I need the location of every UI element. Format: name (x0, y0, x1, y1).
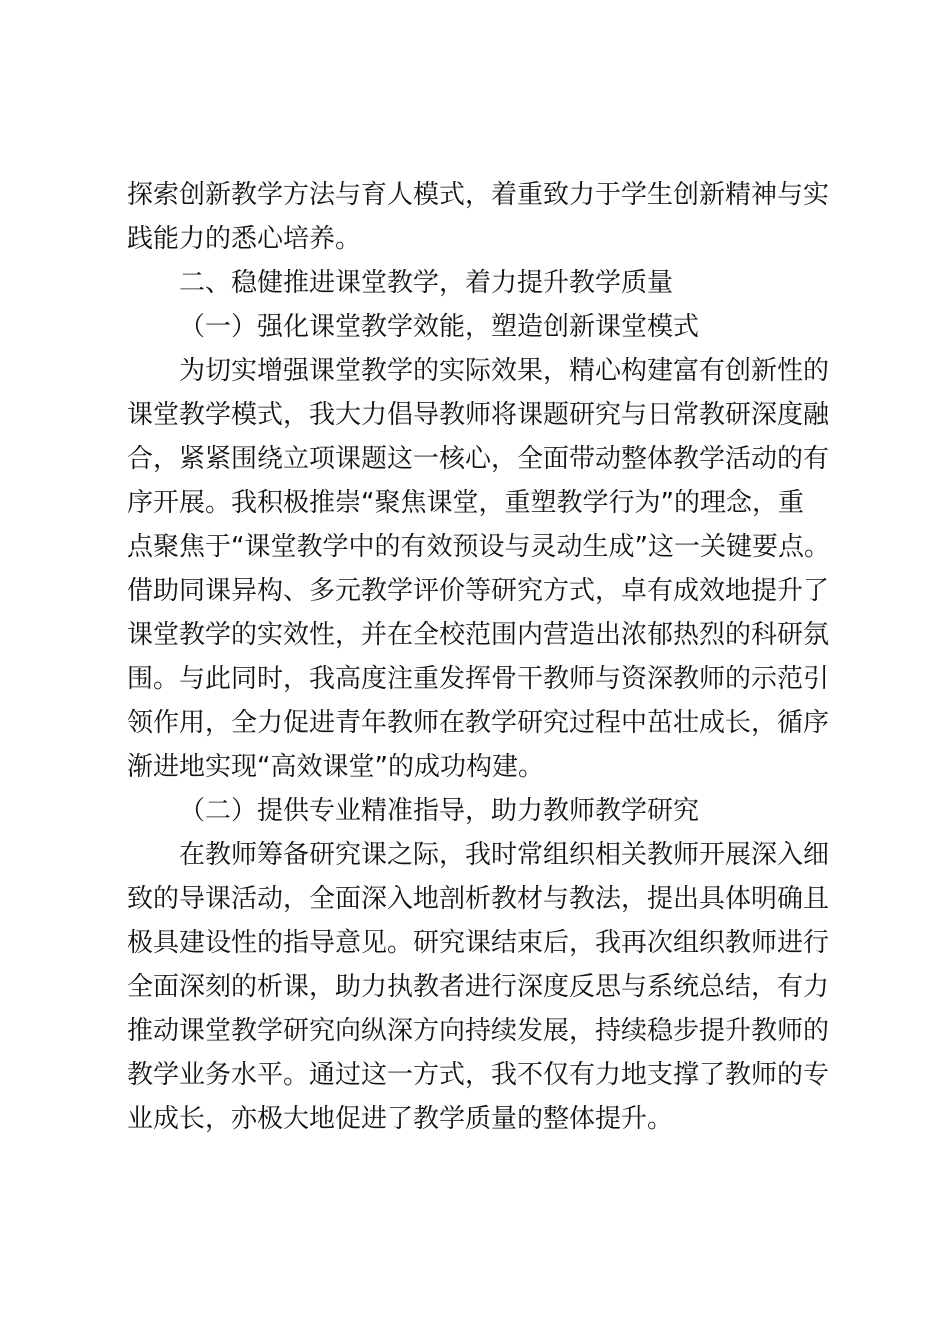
body-text-line: 课堂教学的实效性，并在全校范围内营造出浓郁热烈的科研氛 (127, 620, 830, 650)
subsection-heading: （一）强化课堂教学效能，塑造创新课堂模式 (179, 312, 700, 342)
body-text-line: 推动课堂教学研究向纵深方向持续发展，持续稳步提升教师的 (127, 1016, 830, 1046)
body-text-line: 序开展。我积极推崇“聚焦课堂，重塑教学行为”的理念，重 (127, 488, 804, 518)
body-text-line: 践能力的悉心培养。 (127, 224, 362, 254)
body-text-line: 业成长，亦极大地促进了教学质量的整体提升。 (127, 1104, 674, 1134)
body-text-line: 领作用，全力促进青年教师在教学研究过程中茁壮成长，循序 (127, 708, 830, 738)
body-text-line: 合，紧紧围绕立项课题这一核心，全面带动整体教学活动的有 (127, 444, 830, 474)
body-text-line: 教学业务水平。通过这一方式，我不仅有力地支撑了教师的专 (127, 1060, 830, 1090)
body-text-line: 点聚焦于“课堂教学中的有效预设与灵动生成”这一关键要点。 (127, 532, 830, 562)
body-text-line: 在教师筹备研究课之际，我时常组织相关教师开展深入细 (179, 840, 830, 870)
body-text-line: 借助同课异构、多元教学评价等研究方式，卓有成效地提升了 (127, 576, 830, 606)
body-text-line: 致的导课活动，全面深入地剖析教材与教法，提出具体明确且 (127, 884, 830, 914)
body-text-line: 全面深刻的析课，助力执教者进行深度反思与系统总结，有力 (127, 972, 830, 1002)
body-text-line: 为切实增强课堂教学的实际效果，精心构建富有创新性的 (179, 356, 830, 386)
body-text-line: 围。与此同时，我高度注重发挥骨干教师与资深教师的示范引 (127, 664, 830, 694)
body-text-line: 渐进地实现“高效课堂”的成功构建。 (127, 752, 544, 782)
body-text-line: 极具建设性的指导意见。研究课结束后，我再次组织教师进行 (127, 928, 830, 958)
section-heading: 二、稳健推进课堂教学，着力提升教学质量 (179, 268, 674, 298)
subsection-heading: （二）提供专业精准指导，助力教师教学研究 (179, 796, 700, 826)
body-text-line: 课堂教学模式，我大力倡导教师将课题研究与日常教研深度融 (127, 400, 830, 430)
body-text-line: 探索创新教学方法与育人模式，着重致力于学生创新精神与实 (127, 180, 830, 210)
